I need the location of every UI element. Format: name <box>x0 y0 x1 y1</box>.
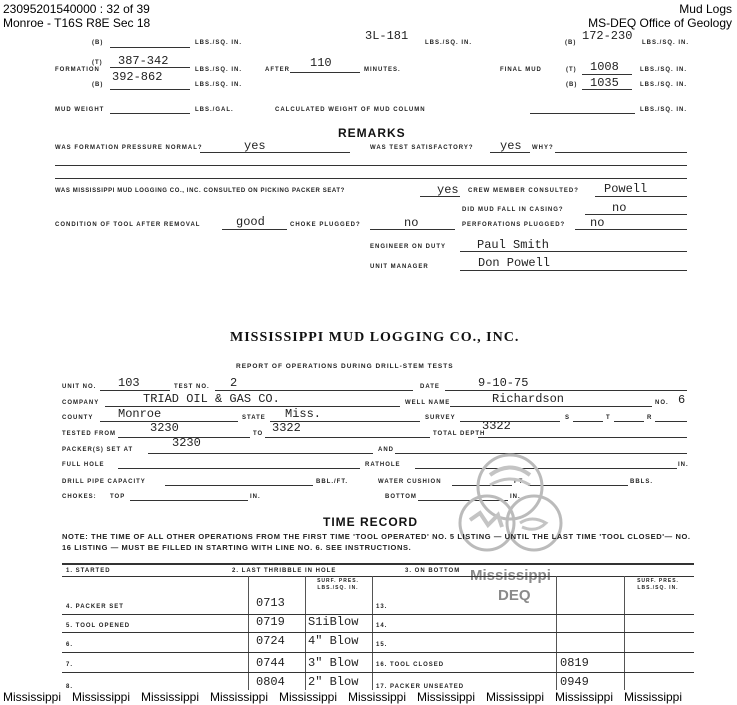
perforations-label: PERFORATIONS PLUGGED? <box>462 222 566 228</box>
row-time: 0713 <box>256 596 285 610</box>
footer-text: Mississippi <box>624 690 683 704</box>
last-thribble-label: 2. LAST THRIBBLE IN HOLE <box>232 568 337 574</box>
choke-value: no <box>404 216 419 230</box>
formation-t-value: 387-342 <box>118 54 169 68</box>
tested-from-label: TESTED FROM <box>62 431 116 437</box>
footer-strip <box>3 690 737 705</box>
lbs-sq-in-label: LBS./SQ. IN. <box>640 82 688 88</box>
row-label: 13. <box>376 604 388 610</box>
b-mark: (B) <box>92 82 104 88</box>
unit-no-label: UNIT NO. <box>62 384 97 390</box>
no-label: NO. <box>655 400 669 406</box>
lbs-sq-in-label: LBS./SQ. IN. <box>640 67 688 73</box>
b-mark: (B) <box>566 82 578 88</box>
row-time: 0719 <box>256 615 285 629</box>
row-pres: S1iBlow <box>308 615 359 629</box>
lbs-sq-in-label: LBS./SQ. IN. <box>642 40 690 46</box>
surf-pres-left-label: SURF. PRES. LBS./SQ. IN. <box>317 578 359 591</box>
row-pres: 3" Blow <box>308 656 359 670</box>
row-label: 7. <box>66 662 74 668</box>
s-label: S <box>565 415 571 421</box>
footer-text: Mississippi <box>417 690 476 704</box>
lbs-sq-in-label: LBS./SQ. IN. <box>195 67 243 73</box>
row-time: 0949 <box>560 675 589 689</box>
and-label: AND <box>378 447 394 453</box>
date-value: 9-10-75 <box>478 376 529 390</box>
footer-text: Mississippi <box>72 690 131 704</box>
unit-manager-value: Don Powell <box>478 256 551 270</box>
row-time: 0819 <box>560 656 589 670</box>
bbls-label: BBLS. <box>630 479 653 485</box>
final-mud-b-value: 1035 <box>590 76 619 90</box>
state-value: Miss. <box>285 407 322 421</box>
tested-from-value: 3230 <box>150 421 179 435</box>
footer-text: Mississippi <box>555 690 614 704</box>
full-hole-label: FULL HOLE <box>62 462 105 468</box>
condition-label: CONDITION OF TOOL AFTER REMOVAL <box>55 222 201 228</box>
bbl-ft-label: BBL./FT. <box>316 479 348 485</box>
formation-label: FORMATION <box>55 67 100 73</box>
county-label: COUNTY <box>62 415 94 421</box>
row-label: 15. <box>376 642 388 648</box>
remarks-title: REMARKS <box>338 126 406 140</box>
watermark-line1: Mississippi <box>470 567 551 584</box>
formation-pressure-label: WAS FORMATION PRESSURE NORMAL? <box>55 145 203 151</box>
footer-text: Mississippi <box>348 690 407 704</box>
drill-pipe-label: DRILL PIPE CAPACITY <box>62 479 146 485</box>
top-label: TOP <box>110 494 126 500</box>
test-no-label: TEST NO. <box>174 384 210 390</box>
t-label: T <box>606 415 611 421</box>
calc-weight-label: CALCULATED WEIGHT OF MUD COLUMN <box>275 107 426 113</box>
company-value: TRIAD OIL & GAS CO. <box>143 392 280 406</box>
consulted-value: yes <box>437 183 459 197</box>
document-id: 23095201540000 : 32 of 39 <box>3 2 150 16</box>
report-company-title: MISSISSIPPI MUD LOGGING CO., INC. <box>230 330 520 345</box>
total-depth-value: 3322 <box>482 419 511 433</box>
mud-fall-value: no <box>612 201 627 215</box>
in-label: IN. <box>678 462 689 468</box>
report-subtitle: REPORT OF OPERATIONS DURING DRILL-STEM TESTS <box>236 363 454 370</box>
footer-text: Mississippi <box>279 690 338 704</box>
row-label: 17. PACKER UNSEATED <box>376 684 465 690</box>
row-time: 0804 <box>256 675 285 689</box>
no-value: 6 <box>678 393 686 407</box>
survey-label: SURVEY <box>425 415 456 421</box>
lbs-sq-in-label: LBS./SQ. IN. <box>640 107 688 113</box>
final-mud-t-value: 1008 <box>590 60 619 74</box>
on-bottom-label: 3. ON BOTTOM <box>405 568 461 574</box>
after-label: AFTER <box>265 67 290 73</box>
agency-name: MS-DEQ Office of Geology <box>588 16 732 30</box>
r-label: R <box>647 415 653 421</box>
t-mark: (T) <box>566 67 577 73</box>
choke-label: CHOKE PLUGGED? <box>290 222 361 228</box>
time-record-note: NOTE: THE TIME OF ALL OTHER OPERATIONS FROM THE FIRST TIME 'TOOL OPERATED' NO. 5 LISTING — UNTIL THE LAST TIME 'TOOL CLOSED'— NO. 16 LISTING — MUST BE FILLED IN STARTING WITH LINE NO. 6. SEE INSTRUCTIONS. <box>62 532 691 552</box>
row-time: 0744 <box>256 656 285 670</box>
county-value: Monroe <box>118 407 162 421</box>
well-name-label: WELL NAME <box>405 400 451 406</box>
t-mark: (T) <box>92 60 103 66</box>
row-label: 8. <box>66 684 74 690</box>
row-label: 4. PACKER SET <box>66 604 124 610</box>
lbs-sq-in-label: LBS./SQ. IN. <box>425 40 473 46</box>
unit-manager-label: UNIT MANAGER <box>370 264 429 270</box>
in-label: IN. <box>250 494 261 500</box>
row-time: 0724 <box>256 634 285 648</box>
why-label: WHY? <box>532 145 554 151</box>
formation-pressure-value: yes <box>244 139 266 153</box>
date-label: DATE <box>420 384 440 390</box>
rathole-label: RATHOLE <box>365 462 401 468</box>
document-location: Monroe - T16S R8E Sec 18 <box>3 16 151 30</box>
chokes-label: CHOKES: <box>62 494 97 500</box>
row-label: 5. TOOL OPENED <box>66 623 131 629</box>
total-depth-label: TOTAL DEPTH <box>433 431 486 437</box>
test-satisfactory-value: yes <box>500 139 522 153</box>
watermark-line2: DEQ <box>498 587 531 604</box>
surf-pres-right-label: SURF. PRES. LBS./SQ. IN. <box>637 578 679 591</box>
ft-label: FT. <box>514 479 526 485</box>
row-pres: 4" Blow <box>308 634 359 648</box>
well-name-value: Richardson <box>492 392 565 406</box>
b-mark: (B) <box>565 40 577 46</box>
crew-member-label: CREW MEMBER CONSULTED? <box>468 188 579 194</box>
final-mud-label: FINAL MUD <box>500 67 542 73</box>
footer-text: Mississippi <box>3 690 62 704</box>
after-value: 110 <box>310 56 332 70</box>
company-label: COMPANY <box>62 400 100 406</box>
started-label: 1. STARTED <box>66 568 111 574</box>
test-no-value: 2 <box>230 376 238 390</box>
unit-no-value: 103 <box>118 376 140 390</box>
mud-fall-label: DID MUD FALL IN CASING? <box>462 207 564 213</box>
engineer-label: ENGINEER ON DUTY <box>370 244 447 250</box>
footer-text: Mississippi <box>210 690 269 704</box>
formation-b-value: 392-862 <box>112 70 163 84</box>
consulted-label: WAS MISSISSIPPI MUD LOGGING CO., INC. CONSULTED ON PICKING PACKER SEAT? <box>55 188 345 194</box>
row-label: 6. <box>66 642 74 648</box>
in-label: IN. <box>510 494 521 500</box>
footer-text: Mississippi <box>486 690 545 704</box>
document-type: Mud Logs <box>679 2 732 16</box>
water-cushion-label: WATER CUSHION <box>378 479 442 485</box>
lbs-sq-in-label: LBS./SQ. IN. <box>195 82 243 88</box>
footer-text: Mississippi <box>141 690 200 704</box>
lbs-gal-label: LBS./GAL. <box>195 107 234 113</box>
row-pres: 2" Blow <box>308 675 359 689</box>
minutes-label: MINUTES. <box>364 67 401 73</box>
to-value: 3322 <box>272 421 301 435</box>
condition-value: good <box>236 215 265 229</box>
perforations-value: no <box>590 216 605 230</box>
b-mark: (B) <box>92 40 104 46</box>
engineer-value: Paul Smith <box>477 238 550 252</box>
lbs-sq-in-label: LBS./SQ. IN. <box>195 40 243 46</box>
packer-set-label: PACKER(S) SET AT <box>62 447 134 453</box>
packer-set-value: 3230 <box>172 436 201 450</box>
row1-value-mid: 3L-181 <box>365 29 409 43</box>
row1-value-right: 172-230 <box>582 29 633 43</box>
test-satisfactory-label: WAS TEST SATISFACTORY? <box>370 145 474 151</box>
to-label: TO <box>253 431 264 437</box>
row-label: 14. <box>376 623 388 629</box>
crew-member-value: Powell <box>604 182 648 196</box>
time-record-title: TIME RECORD <box>323 515 418 529</box>
state-label: STATE <box>242 415 266 421</box>
bottom-label: BOTTOM <box>385 494 417 500</box>
mud-weight-label: MUD WEIGHT <box>55 107 105 113</box>
row-label: 16. TOOL CLOSED <box>376 662 445 668</box>
